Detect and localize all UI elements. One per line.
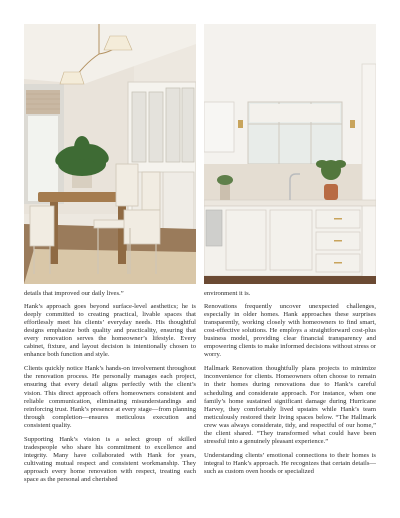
dining-room-photo bbox=[24, 24, 196, 284]
kitchen-photo bbox=[204, 24, 376, 284]
right-text-column bbox=[204, 290, 376, 482]
kitchen-illustration bbox=[204, 24, 376, 284]
left-paragraph-2: Hank’s approach goes beyond surface-level aesthetics; he is deeply committed to creating practical, livable spaces that effortlessly meet his clients’ everyday needs. His thoughtful designs emphasize both quality and practicality, ensuring that every renovation serves the homeowner’s lifestyle. Every cabinet, fixture, and layout decision is intentionally chosen to enhance both function and style. bbox=[24, 303, 196, 359]
dining-room-illustration bbox=[24, 24, 196, 284]
left-paragraph-4: Supporting Hank’s vision is a select group of skilled tradespeople who share his commitment to excellence and integrity. Many have collaborated with Hank for years, cultivating mutual respect and consistent workmanship. They approach every home renovation with respect, treating each space as the personal and cherished bbox=[24, 435, 196, 483]
left-paragraph-3: Clients quickly notice Hank’s hands-on involvement throughout the renovation process. He personally manages each project, ensuring that every detail aligns perfectly with the client’s vision. This direct approach offers homeowners consistent and reliable communication, eliminating misunderstandings and reinforcing trust. Hank’s presence at every stage—from planning through completion—ensures meticulous execution and consistent quality. bbox=[24, 365, 196, 429]
right-paragraph-2: Renovations frequently uncover unexpected challenges, especially in older homes. Hank approaches these surprises transparently, working closely with homeowners to find smart, cost-effective solutions. He employs a straightforward cost-plus business model, providing clear financial transparency and empowering clients to make informed decisions without stress or worry. bbox=[204, 303, 376, 359]
right-paragraph-1: environment it is. bbox=[204, 290, 251, 297]
right-paragraph-3: Hallmark Renovation thoughtfully plans projects to minimize inconvenience for clients. Homeowners often choose to remain in their homes during renovations due to Hank’s careful scheduling and considerate approach. For instance, when one family’s home sustained significant damage during Hurricane Harvey, they comfortably lived upstairs while Hank’s team meticulously restored their living spaces below. “The Hallmark crew was always considerate, tidy, and respectful of our home,” the client shared. “They transformed what could have been stressful into a genuinely pleasant experience.” bbox=[204, 365, 376, 445]
left-text-column bbox=[24, 290, 196, 490]
right-paragraph-4: Understanding clients’ emotional connections to their homes is integral to Hank’s approach. He recognizes that certain details—such as custom oven hoods or specialized bbox=[204, 451, 376, 475]
left-paragraph-1: details that improved our daily lives.” bbox=[24, 290, 124, 297]
